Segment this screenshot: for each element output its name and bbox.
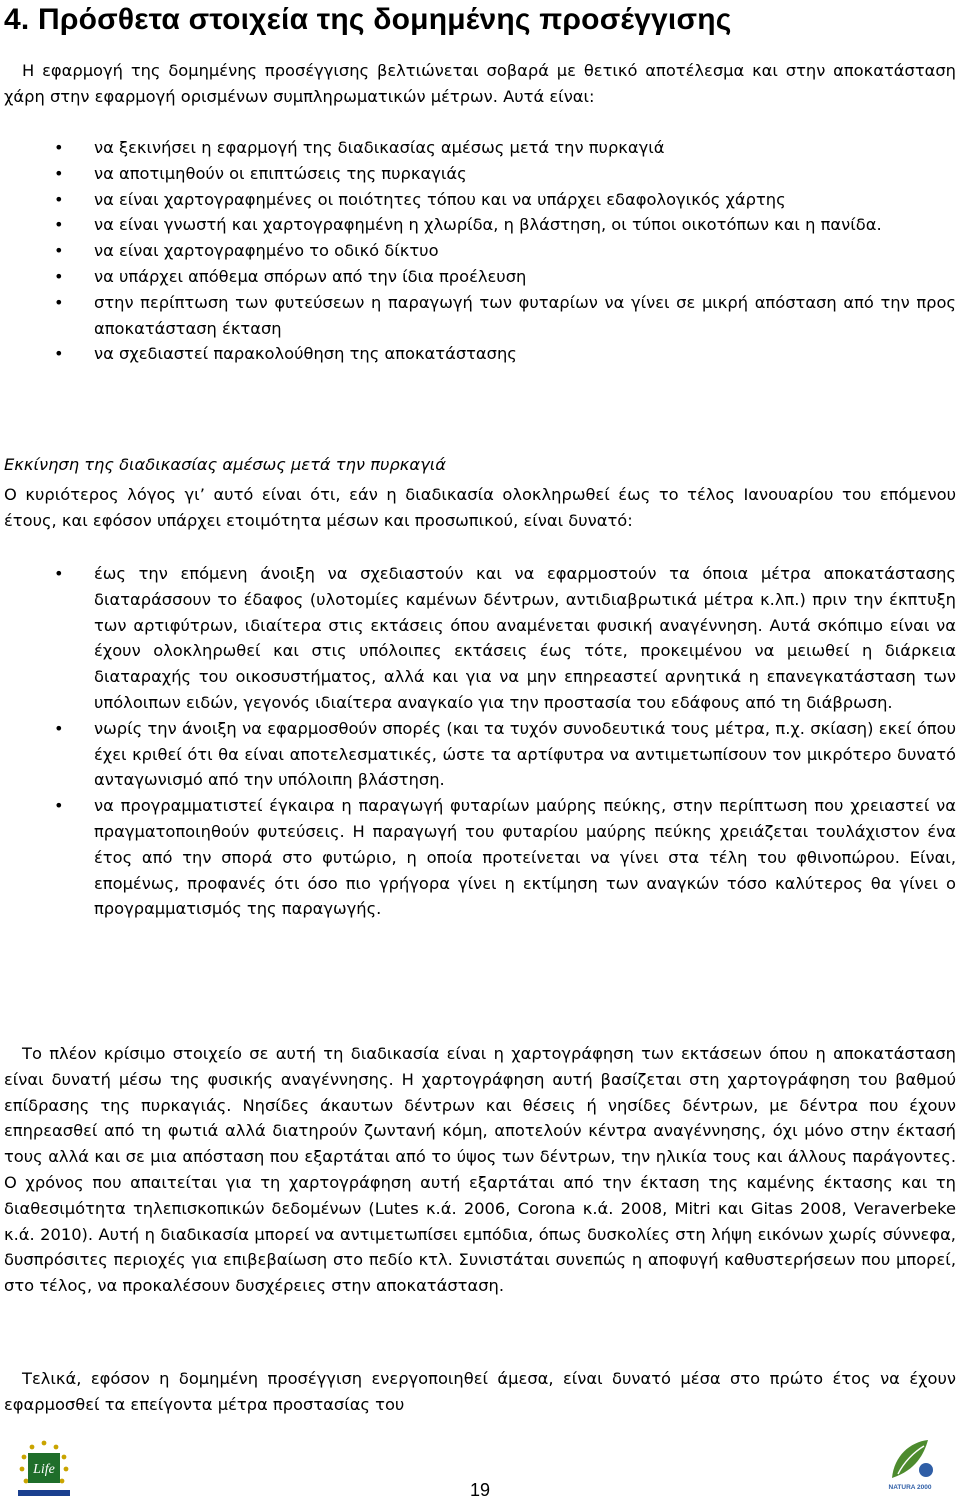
final-paragraph: Τελικά, εφόσον η δομημένη προσέγγιση ενεργοποιηθεί άμεσα, είναι δυνατό μέσα στο πρώτο έτος να έχουν εφαρμοσθεί τα επείγοντα μέτρα προστασίας του [4, 1369, 956, 1414]
list-item: • να είναι χαρτογραφημένες οι ποιότητες τόπου και να υπάρχει εδαφολογικός χάρτης [4, 187, 956, 213]
mapping-paragraph: Το πλέον κρίσιμο στοιχείο σε αυτή τη διαδικασία είναι η χαρτογράφηση των εκτάσεων όπου η αποκατάσταση είναι δυνατή μέσω της φυσικής αναγέννησης. Η χαρτογράφηση αυτή βασίζεται στη χαρτογράφηση του βαθμού επίδρασης της πυρκαγιάς. Νησίδες άκαυτων δέντρων και θέσεις ή νησίδες δέντρων, με δέντρα που έχουν επηρεασθεί από τη φωτιά αλλά διατηρούν ζωντανή κόμη, αποτελούν κέντρα αναγέννησης, όχι μόνο στην έκτασή τους αλλά και σε μια απόσταση που εξαρτάται από το ύψος των δέντρων, την ηλικία τους και άλλους παράγοντες. Ο χρόνος που απαιτείται για τη χαρτογράφηση αυτή εξαρτάται από την έκταση της καμένης έκτασης και τη διαθεσιμότητα τηλεπισκοπικών δεδομένων (Lutes κ.ά. 2006, Corona κ.ά. 2008, Mitri και Gitas 2008, Veraverbeke κ.ά. 2010). Αυτή η διαδικασία μπορεί να αντιμετωπίσει εμπόδια, όπως δυσκολίες στη λήψη εικόνων χωρίς σύννεφα, δυσπρόσιτες περιοχές για επιβεβαίωση στο πεδίο κτλ. Συνιστάται συνεπώς η αποφυγή καθυστερήσεων που μπορεί, στο τέλος, να προκαλέσουν δυσχέρειες στην αποκατάσταση. [4, 1044, 956, 1296]
list-item: • να σχεδιαστεί παρακολούθηση της αποκατάστασης [4, 341, 956, 367]
possibilities-list [4, 561, 956, 922]
list-item: • νωρίς την άνοιξη να εφαρμοσθούν σπορές (και τα τυχόν συνοδευτικά τους μέτρα, π.χ. σκίαση) εκεί όπου έχει κριθεί ότι θα είναι αποτελεσματικές, ώστε τα αρτίφυτρα να αντιμετωπίσουν τον μικρότερο δυνατό ανταγωνισμό από την υπόλοιπη βλάστηση. [4, 716, 956, 793]
list-item: • να είναι γνωστή και χαρτογραφημένη η χλωρίδα, η βλάστηση, οι τύποι οικοτόπων και η πανίδα. [4, 212, 956, 238]
measures-list-block [4, 135, 956, 367]
intro-paragraph [4, 58, 956, 110]
list-item: • να ξεκινήσει η εφαρμογή της διαδικασίας αμέσως μετά την πυρκαγιά [4, 135, 956, 161]
natura-logo-text: NATURA 2000 [888, 1484, 932, 1491]
subsection-intro: Ο κυριότερος λόγος γι’ αυτό είναι ότι, εάν η διαδικασία ολοκληρωθεί έως το τέλος Ιανουαρίου του επόμενου έτους, και εφόσον υπάρχει ετοιμότητα μέσων και προσωπικού, είναι δυνατό: [4, 485, 956, 530]
page-footer [0, 1428, 960, 1500]
list-item: • να αποτιμηθούν οι επιπτώσεις της πυρκαγιάς [4, 161, 956, 187]
section-heading: 4. Πρόσθετα στοιχεία της δομημένης προσέγγισης [4, 3, 732, 36]
subsection-heading: Εκκίνηση της διαδικασίας αμέσως μετά την πυρκαγιά [4, 455, 446, 474]
list-item: • να είναι χαρτογραφημένο το οδικό δίκτυο [4, 238, 956, 264]
list-item: • στην περίπτωση των φυτεύσεων η παραγωγή των φυταρίων να γίνει σε μικρή απόσταση από την προς αποκατάσταση έκταση [4, 290, 956, 342]
list-item: • να προγραμματιστεί έγκαιρα η παραγωγή φυταρίων μαύρης πεύκης, στην περίπτωση που χρειαστεί να πραγματοποιηθούν φυτεύσεις. Η παραγωγή του φυταρίου μαύρης πεύκης χρειάζεται τουλάχιστον ένα έτος από την σπορά στο φυτώριο, η οποία προτείνεται να γίνει στα τέλη του φθινοπώρου. Είναι, επομένως, προφανές ότι όσο πιο γρήγορα γίνει η εκτίμηση των αναγκών τόσο καλύτερος θα γίνει ο προγραμματισμός της παραγωγής. [4, 793, 956, 922]
measures-list [4, 135, 956, 367]
intro-text: Η εφαρμογή της δομημένης προσέγγισης βελτιώνεται σοβαρά με θετικό αποτέλεσμα και στην αποκατάσταση χάρη στην εφαρμογή ορισμένων συμπληρωματικών μέτρων. Αυτά είναι: [4, 61, 956, 106]
possibilities-list-block [4, 561, 956, 922]
life-logo-text: Life [33, 1462, 55, 1477]
list-item: • να υπάρχει απόθεμα σπόρων από την ίδια προέλευση [4, 264, 956, 290]
page-number: 19 [469, 1480, 491, 1500]
list-item: • έως την επόμενη άνοιξη να σχεδιαστούν και να εφαρμοστούν τα όποια μέτρα αποκατάστασης διαταράσσουν το έδαφος (υλοτομίες καμένων δέντρων, αντιδιαβρωτικά μέτρα κ.λπ.) πριν την έκπτυξη των αρτιφύτρων, ιδιαίτερα στις εκτάσεις όπου αναμένεται φυσική αναγέννηση. Αυτά σκόπιμο είναι να έχουν ολοκληρωθεί και στις υπόλοιπες εκτάσεις έως τότε, προκειμένου να μειωθεί η διάρκεια διαταραχής του οικοσυστήματος, αλλά και για να μην επηρεαστεί αρνητικά η επανεγκατάσταση των υπόλοιπων ειδών, γεγονός ιδιαίτερα αναγκαίο για την προστασία του εδάφους από τη διάβρωση. [4, 561, 956, 716]
